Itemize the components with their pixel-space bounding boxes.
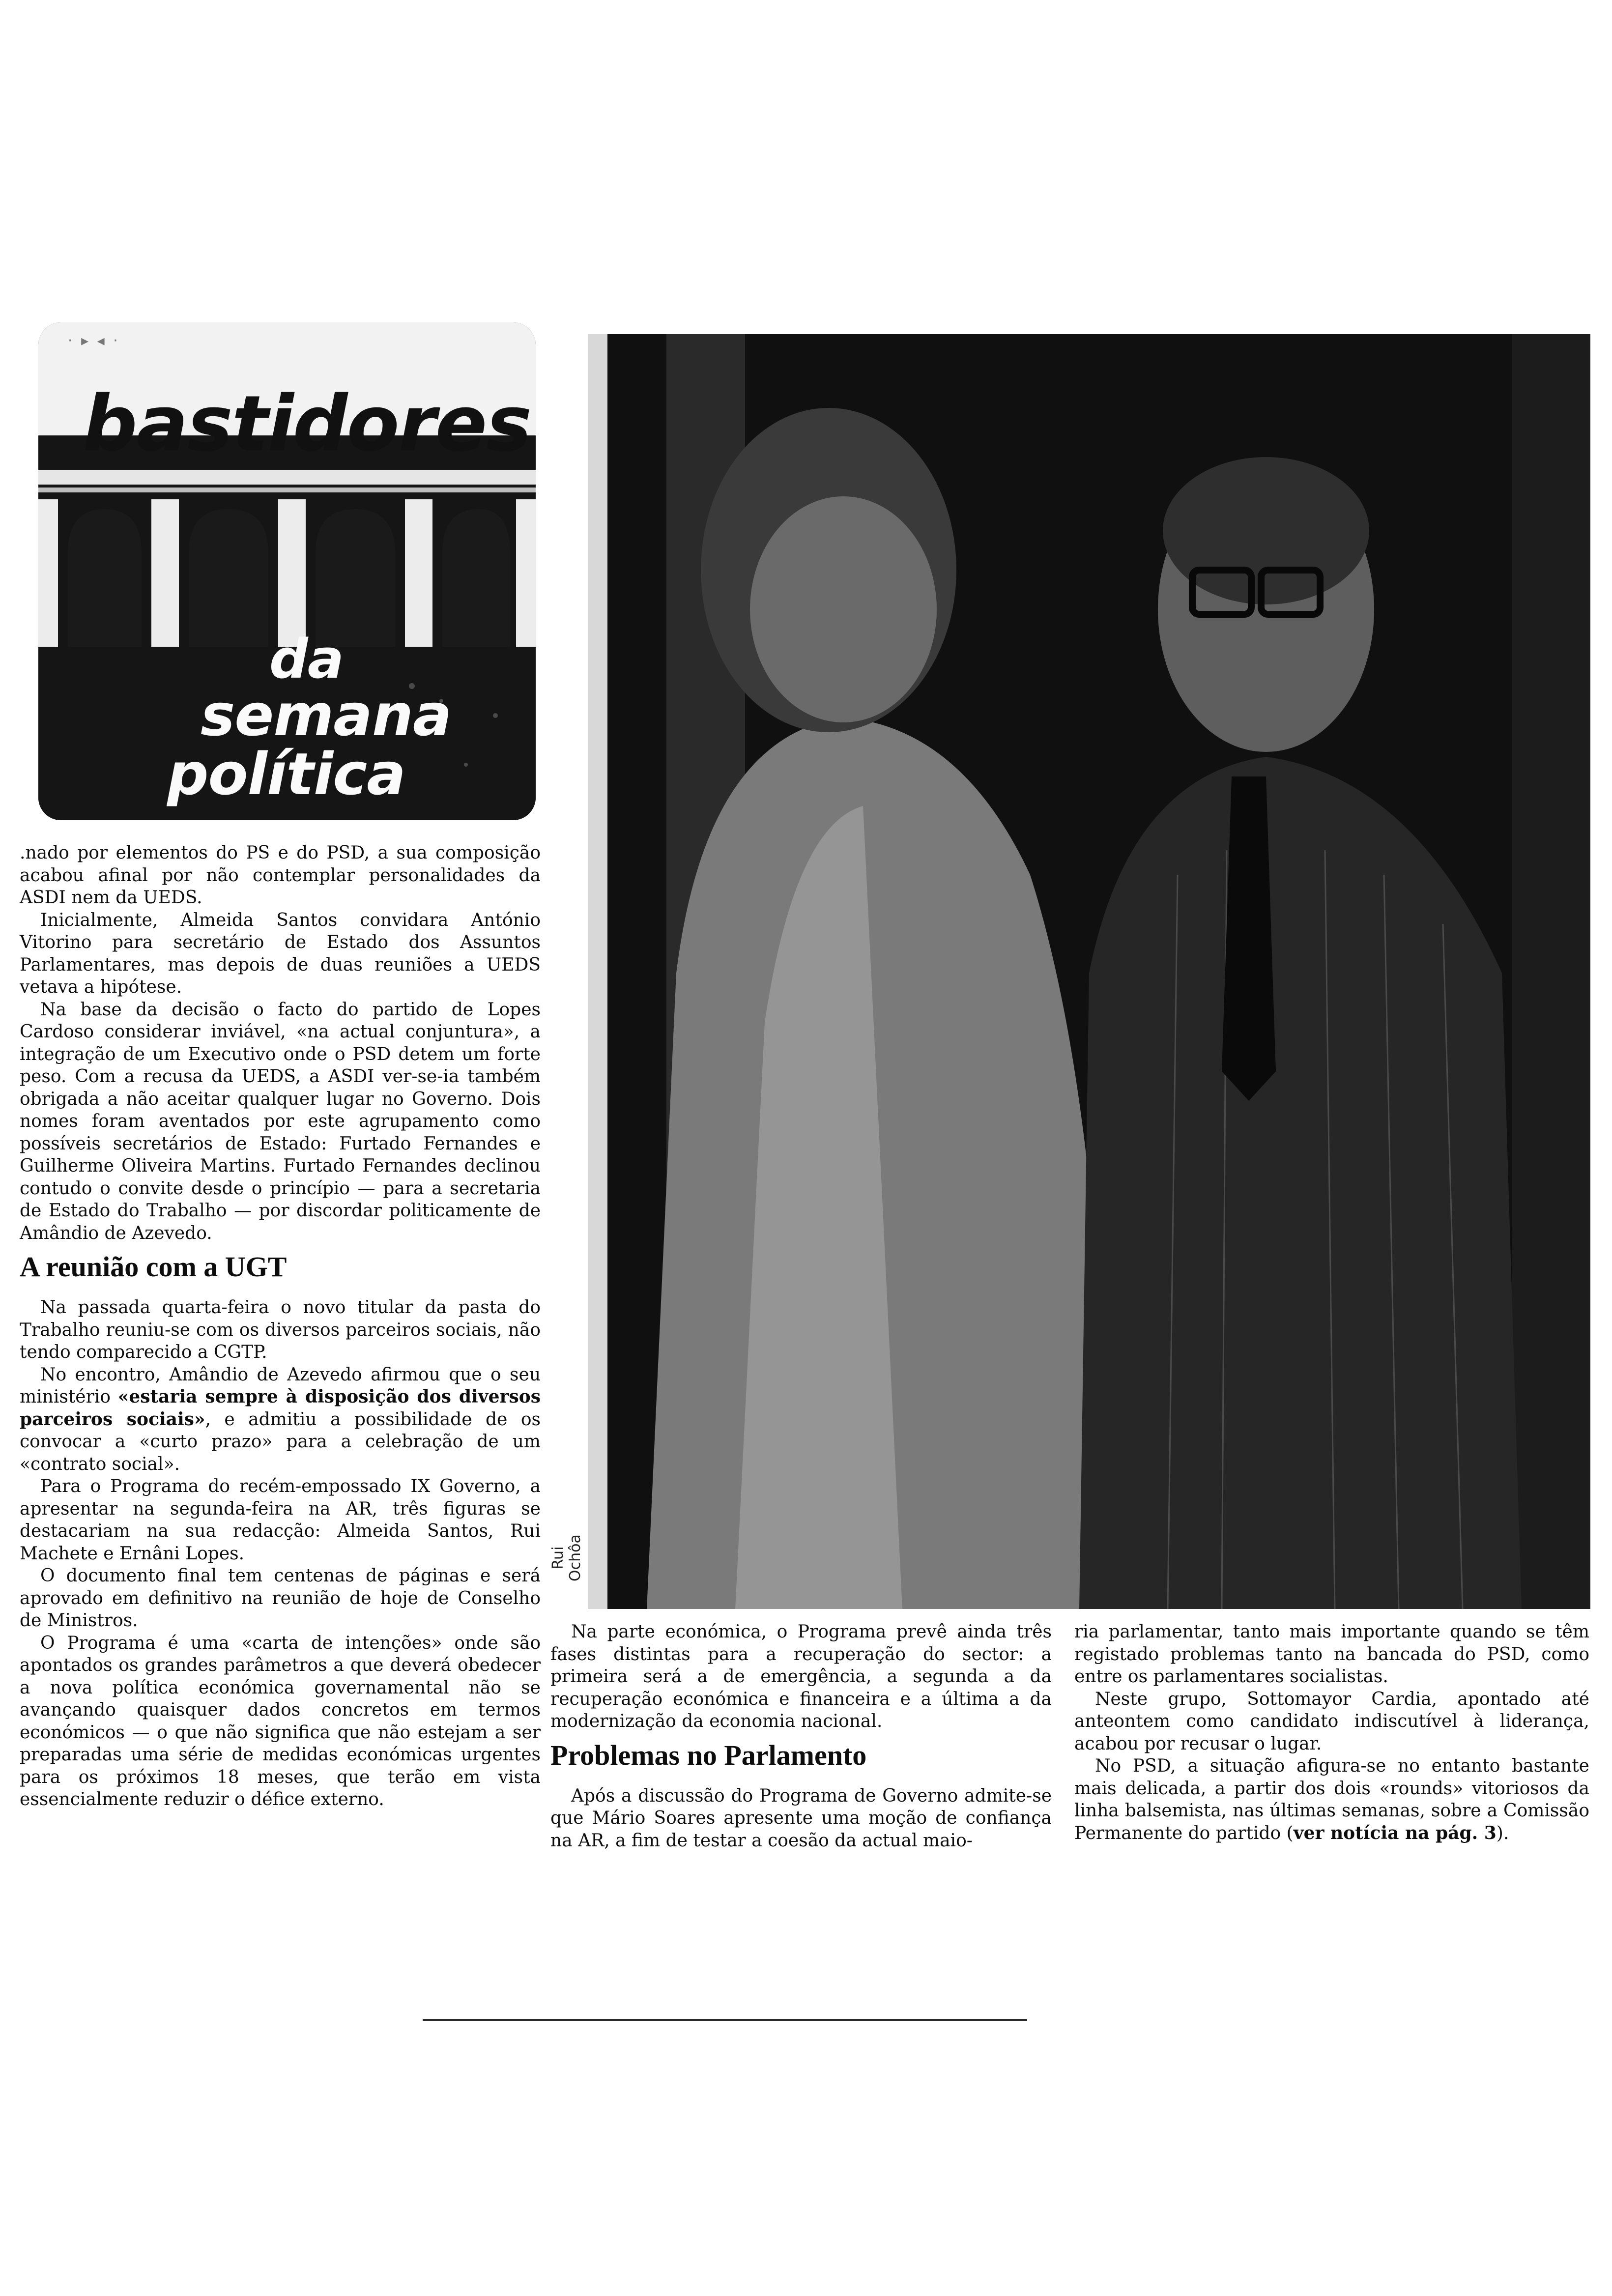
masthead-sub-da: da bbox=[269, 628, 344, 690]
text-run: No PSD, a situação afigura-se no entanto bastante mais delicada, a partir dos dois «rounds» vitoriosos da linha balsemista, nas últimas semanas, sobre a Comissão Permanente do partido ( bbox=[1074, 1756, 1589, 1843]
section-heading-parlamento: Problemas no Parlamento bbox=[550, 1739, 867, 1771]
masthead-ornament: · ▸ ◂ · bbox=[68, 332, 120, 349]
text-run: No encontro, Amândio de Azevedo afirmou que o seu ministério bbox=[20, 1364, 541, 1407]
paragraph: Inicialmente, Almeida Santos convidara António Vitorino para secretário de Estado dos Assuntos Parlamentares, mas depois de duas reuniões a UEDS vetava a hipótese. bbox=[20, 910, 541, 997]
article-middle-column bbox=[550, 1621, 1052, 1852]
paragraph: ria parlamentar, tanto mais importante quando se têm registado problemas tanto na bancada do PSD, como entre os parlamentares socialistas. bbox=[1074, 1622, 1589, 1687]
paragraph: .nado por elementos do PS e do PSD, a sua composição acabou afinal por não contemplar personalidades da ASDI nem da UEDS. bbox=[20, 843, 541, 908]
section-heading-ugt: A reunião com a UGT bbox=[20, 1251, 287, 1283]
bold-quote: «estaria sempre à disposição dos diversos parceiros sociais» bbox=[20, 1386, 541, 1430]
paragraph: Neste grupo, Sottomayor Cardia, apontado até anteontem como candidato indiscutível à liderança, acabou por recusar o lugar. bbox=[1074, 1689, 1589, 1754]
article-right-column bbox=[1074, 1621, 1589, 1844]
paragraph: Na parte económica, o Programa prevê ainda três fases distintas para a recuperação do sector: a primeira será a de emergência, a segunda a da recuperação económica e financeira e a última a da modernização da economia nacional. bbox=[550, 1622, 1052, 1731]
photo-two-men bbox=[588, 334, 1590, 1609]
paragraph: Na passada quarta-feira o novo titular da pasta do Trabalho reuniu-se com os diversos parceiros sociais, não tendo comparecido a CGTP. bbox=[20, 1297, 541, 1362]
masthead-title: bastidores bbox=[83, 379, 531, 468]
masthead-sub-semana: semana bbox=[201, 681, 452, 749]
paragraph: Na base da decisão o facto do partido de Lopes Cardoso considerar inviável, «na actual conjuntura», a integração de um Executivo onde o PSD detem um forte peso. Com a recusa da UEDS, a ASDI ver-se-ia também obrigada a não aceitar qualquer lugar no Governo. Dois nomes foram aventados por este agrupamento como possíveis secretários de Estado: Furtado Fernandes e Guilherme Oliveira Martins. Furtado Fernandes declinou contudo o convite desde o princípio — para a secretaria de Estado do Trabalho — por discordar politicamente de Amândio de Azevedo. bbox=[20, 999, 541, 1243]
masthead-sub-politica: política bbox=[167, 740, 405, 808]
column-rule bbox=[423, 2019, 1027, 2021]
cross-reference: ver notícia na pág. 3 bbox=[1293, 1822, 1497, 1843]
paragraph: O Programa é uma «carta de intenções» onde são apontados os grandes parâmetros a que deverá obedecer a nova política económica governamental não se avançando quaisquer dados concretos em termos económicos — o que não significa que não estejam a ser preparadas uma série de medidas económicas urgentes para os próximos 18 meses, que terão em vista essencialmente reduzir o défice externo. bbox=[20, 1633, 541, 1809]
article-left-column bbox=[20, 842, 541, 1811]
paragraph: Para o Programa do recém-empossado IX Governo, a apresentar na segunda-feira na AR, três figuras se destacariam na sua redacção: Almeida Santos, Rui Machete e Ernâni Lopes. bbox=[20, 1476, 541, 1564]
paragraph bbox=[1074, 1755, 1589, 1844]
paragraph: Após a discussão do Programa de Governo admite-se que Mário Soares apresente uma moção de confiança na AR, a fim de testar a coesão da actual maio- bbox=[550, 1785, 1052, 1851]
paragraph: O documento final tem centenas de páginas e será aprovado em definitivo na reunião de hoje de Conselho de Ministros. bbox=[20, 1566, 541, 1631]
news-photo bbox=[588, 334, 1590, 1609]
photo-credit: Rui Ochôa bbox=[549, 1534, 584, 1581]
paragraph bbox=[20, 1364, 541, 1476]
section-masthead bbox=[38, 322, 536, 820]
text-run: , e admitiu a possibilidade de os convocar a «curto prazo» para a celebração de um «contrato social». bbox=[20, 1409, 541, 1474]
text-run: ). bbox=[1496, 1823, 1509, 1843]
